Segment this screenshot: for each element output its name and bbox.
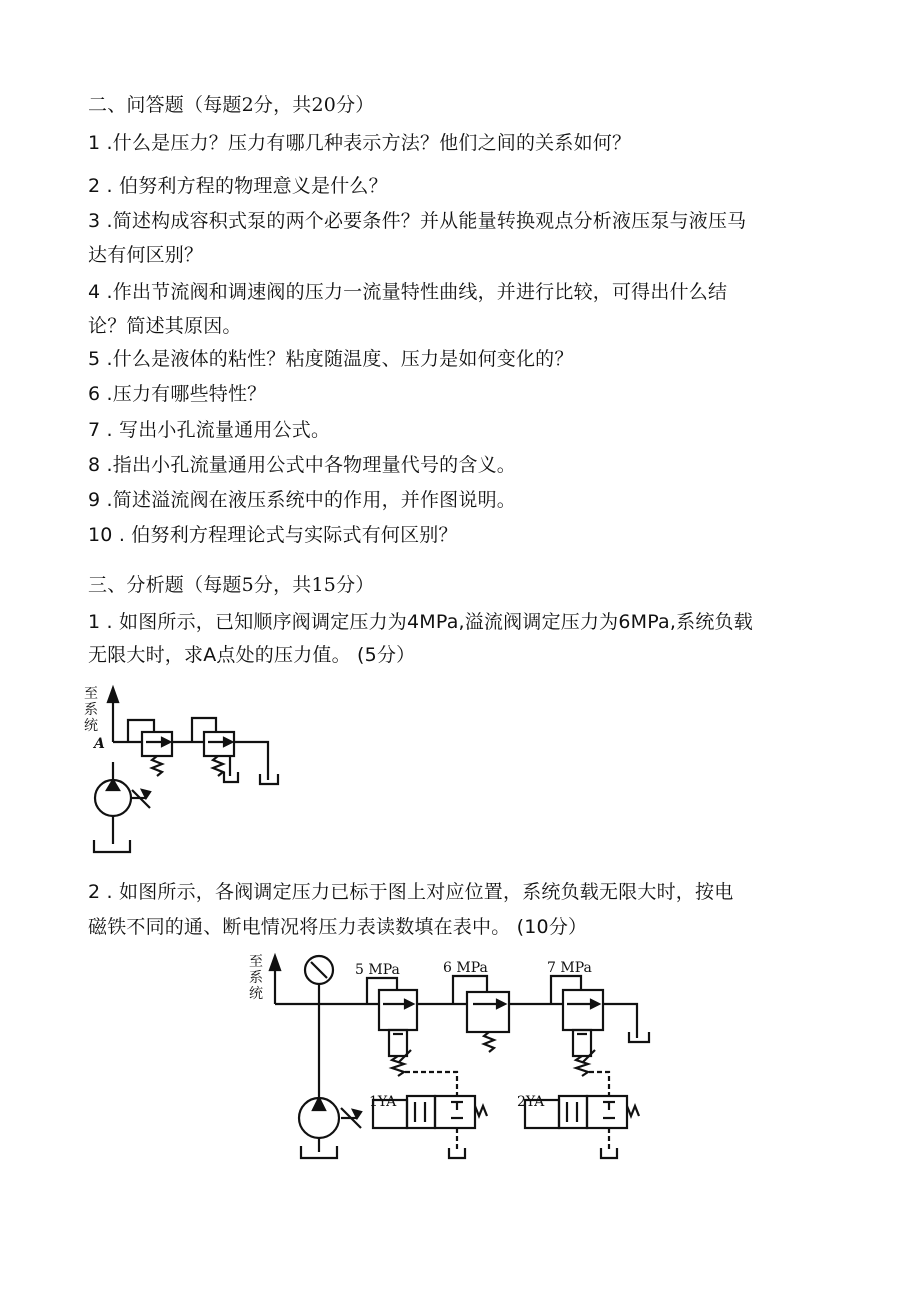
question-6: 6 .压力有哪些特性？ — [88, 383, 267, 405]
question-8: 8 .指出小孔流量通用公式中各物理量代号的含义。 — [88, 454, 516, 476]
analysis-q2-line2: 磁铁不同的通、断电情况将压力表读数填在表中。 (10分） — [88, 916, 588, 938]
fig2-label-tong: 统 — [249, 986, 263, 1002]
fig2-solenoid-1ya: 1YA — [369, 1094, 397, 1110]
fig2-valve3-pressure: 7 MPa — [547, 960, 592, 976]
figure-2-hydraulic-circuit — [245, 948, 685, 1168]
question-9: 9 .简述溢流阀在液压系统中的作用，并作图说明。 — [88, 489, 516, 511]
question-3-line2: 达有何区别？ — [88, 244, 204, 266]
fig2-label-xi: 系 — [249, 970, 263, 986]
section2-heading: 二、问答题（每题2分，共20分） — [88, 94, 375, 116]
fig2-solenoid-2ya: 2YA — [517, 1094, 545, 1110]
fig2-valve1-pressure: 5 MPa — [355, 962, 400, 978]
fig1-label-tong: 统 — [84, 718, 98, 734]
question-3-line1: 3 .简述构成容积式泵的两个必要条件？并从能量转换观点分析液压泵与液压马 — [88, 210, 747, 232]
analysis-q2-line1: 2 . 如图所示，各阀调定压力已标于图上对应位置，系统负载无限大时，按电 — [88, 881, 734, 903]
fig2-valve2-pressure: 6 MPa — [443, 960, 488, 976]
analysis-q1-line1: 1 . 如图所示，已知顺序阀调定压力为4MPa,溢流阀调定压力为6MPa,系统负载 — [88, 611, 753, 633]
question-2: 2 . 伯努利方程的物理意义是什么？ — [88, 175, 388, 197]
question-10: 10 . 伯努利方程理论式与实际式有何区别？ — [88, 524, 458, 546]
fig1-label-zhi: 至 — [84, 686, 98, 702]
question-4-line1: 4 .作出节流阀和调速阀的压力一流量特性曲线，并进行比较，可得出什么结 — [88, 281, 728, 303]
section3-heading: 三、分析题（每题5分，共15分） — [88, 574, 375, 596]
question-4-line2: 论？简述其原因。 — [88, 315, 242, 337]
analysis-q1-line2: 无限大时，求A点处的压力值。 (5分） — [88, 644, 416, 666]
fig2-label-zhi: 至 — [249, 954, 263, 970]
question-7: 7 . 写出小孔流量通用公式。 — [88, 419, 331, 441]
fig1-label-xi: 系 — [84, 702, 98, 718]
figure-1-hydraulic-circuit — [80, 680, 300, 860]
question-5: 5 .什么是液体的粘性？粘度随温度、压力是如何变化的？ — [88, 348, 574, 370]
question-1: 1 .什么是压力？压力有哪几种表示方法？他们之间的关系如何？ — [88, 132, 632, 154]
fig1-point-a: A — [94, 736, 105, 752]
